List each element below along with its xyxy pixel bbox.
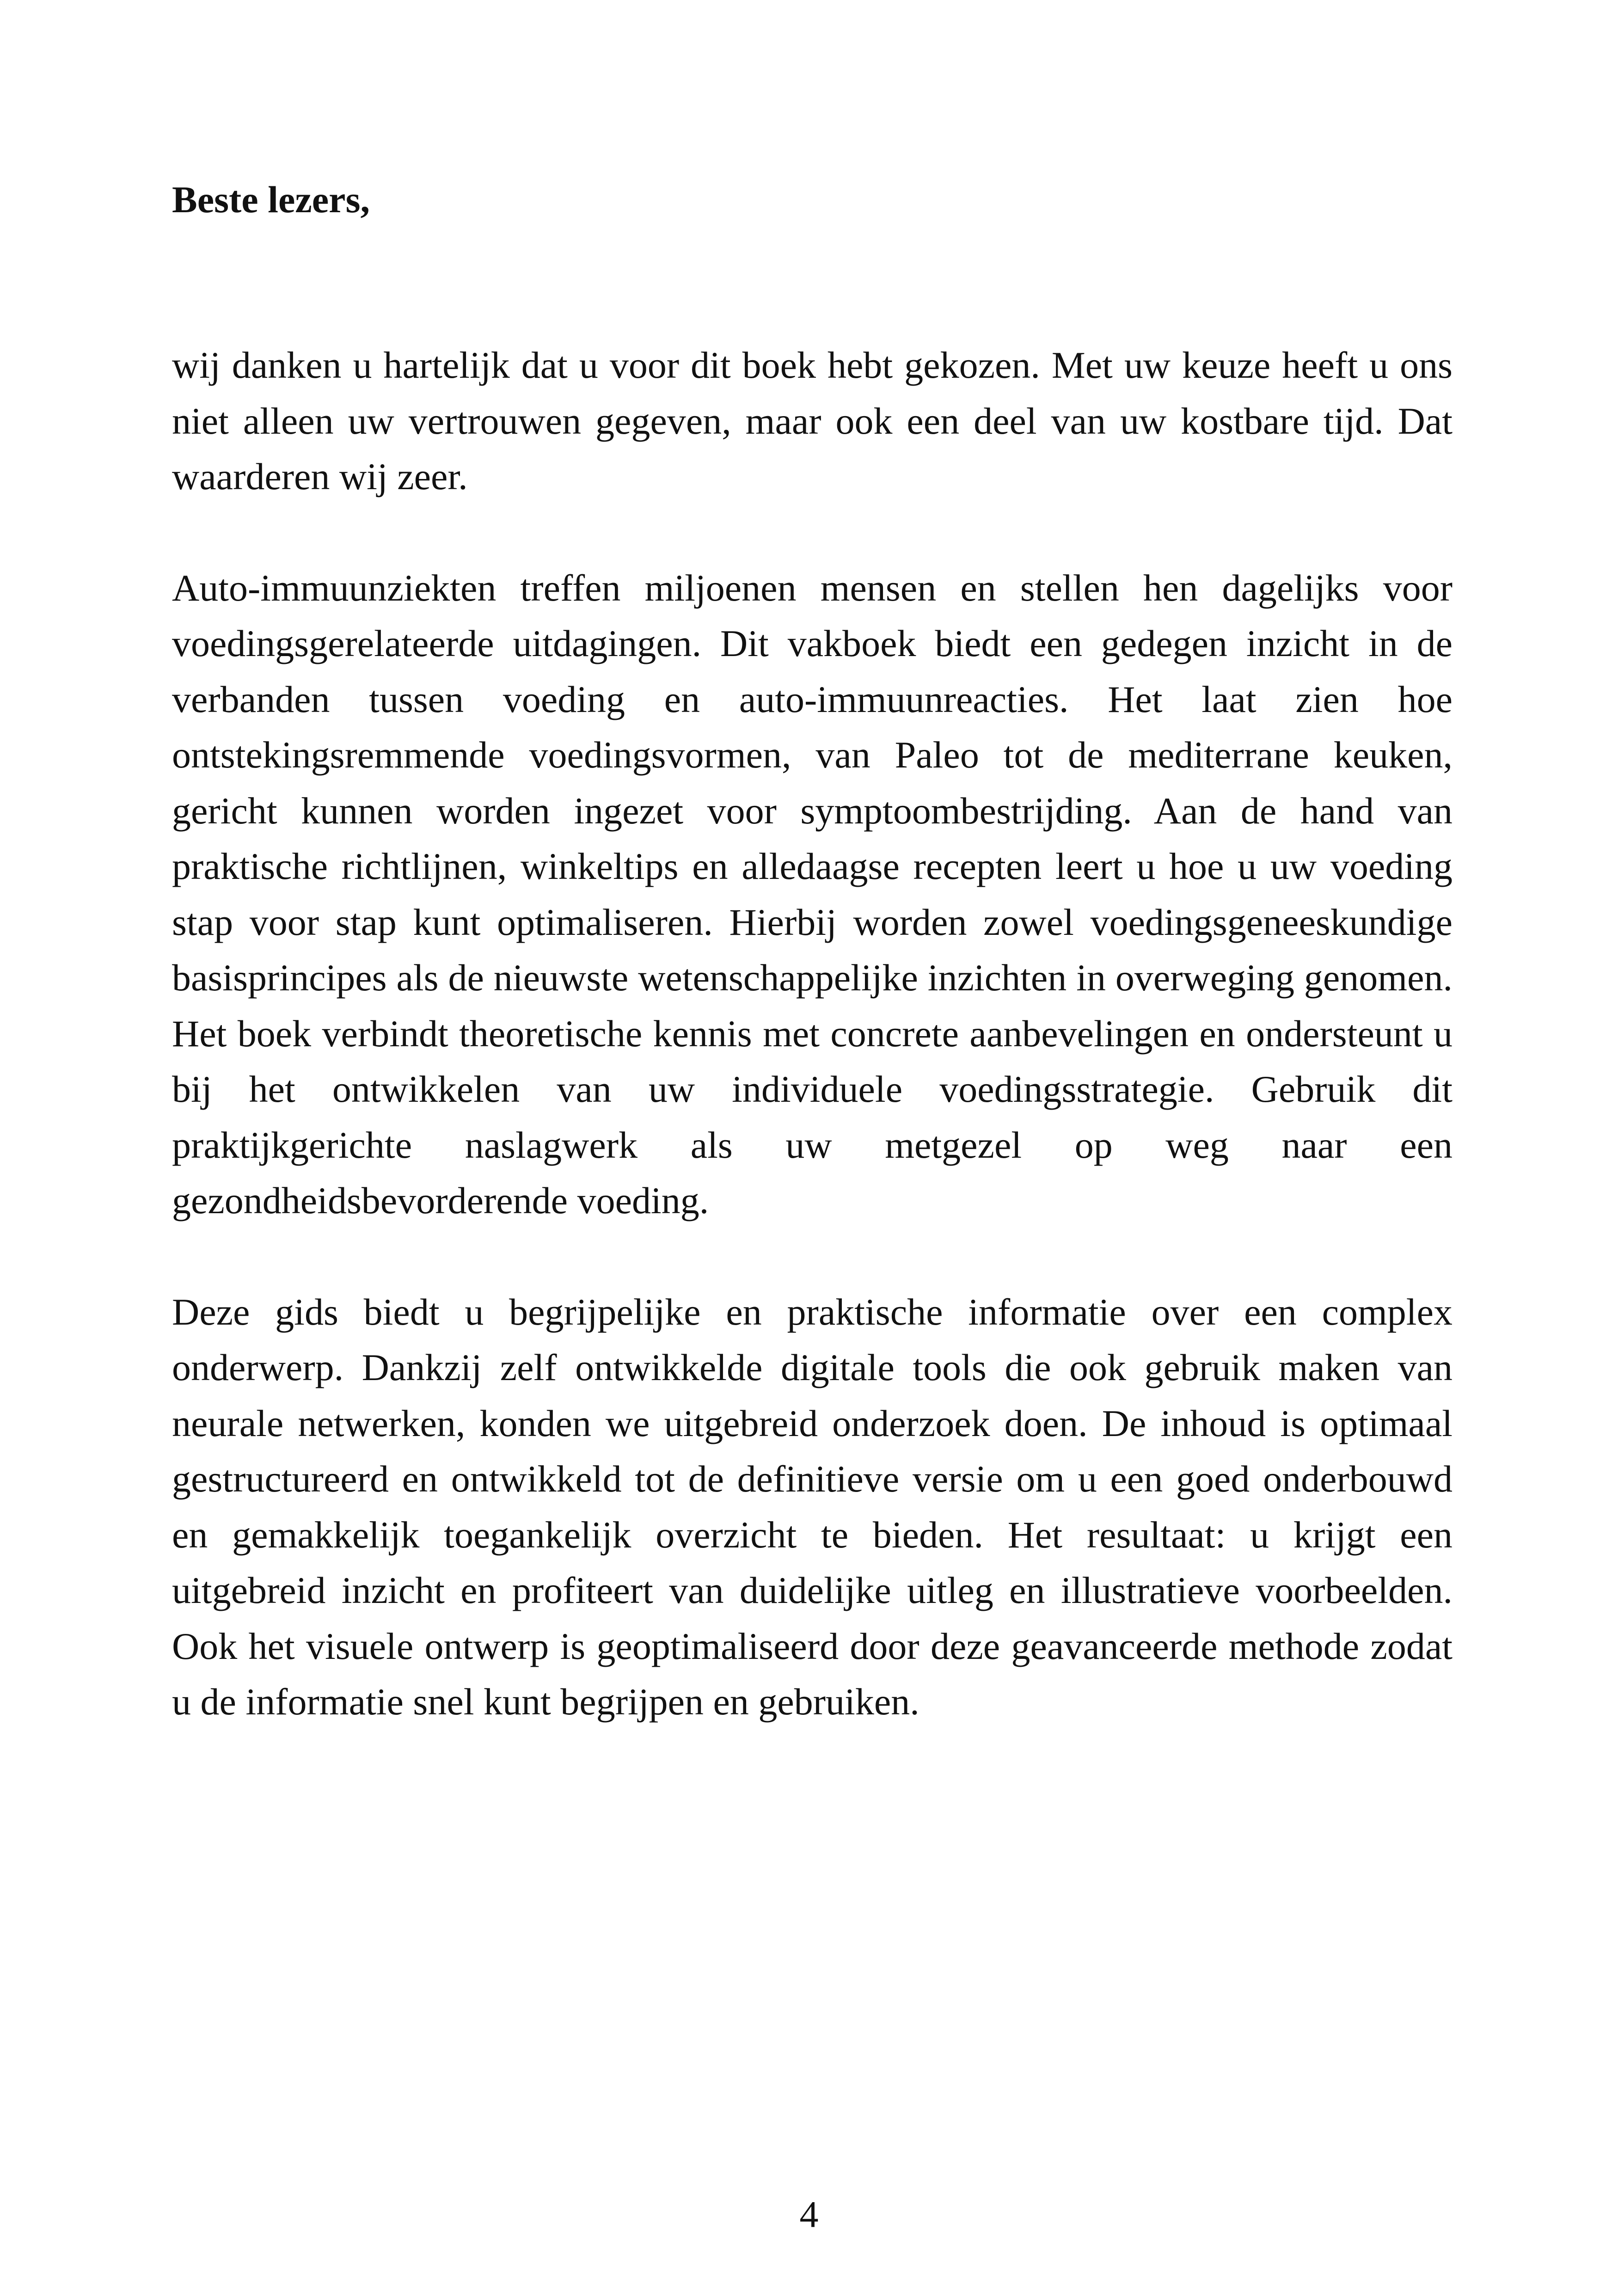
salutation-heading: Beste lezers, — [172, 178, 370, 221]
paragraph-book-description: Auto-immuunziekten treffen miljoenen mensen en stellen hen dagelijks voor voedingsgerelateerde uitdagingen. Dit vakboek biedt een gedegen inzicht in de verbanden tussen voeding en auto-immuunreacties. Het laat zien hoe ontstekingsremmende voedingsvormen, van Paleo tot de mediterrane keuken, gericht kunnen worden ingezet voor symptoombestrijding. Aan de hand van praktische richtlijnen, winkeltips en alledaagse recepten leert u hoe u uw voeding stap voor stap kunt optimaliseren. Hierbij worden zowel voedingsgeneeskundige basisprincipes als de nieuwste wetenschappelijke inzichten in overweging genomen. Het boek verbindt theoretische kennis met concrete aanbevelingen en ondersteunt u bij het ontwikkelen van uw individuele voedingsstrategie. Gebruik dit praktijkgerichte naslagwerk als uw metgezel op weg naar een gezondheidsbevorderende voeding. — [172, 566, 1453, 1222]
body-text — [172, 338, 1453, 1786]
paragraph-guide-info: Deze gids biedt u begrijpelijke en praktische informatie over een complex onderwerp. Dankzij zelf ontwikkelde digitale tools die ook gebruik maken van neurale netwerken, konden we uitgebreid onderzoek doen. De inhoud is optimaal gestructureerd en ontwikkeld tot de definitieve versie om u een goed onderbouwd en gemakkelijk toegankelijk overzicht te bieden. Het resultaat: u krijgt een uitgebreid inzicht en profiteert van duidelijke uitleg en illustratieve voorbeelden. Ook het visuele ontwerp is geoptimaliseerd door deze geavanceerde methode zodat u de informatie snel kunt begrijpen en gebruiken. — [172, 1290, 1453, 1723]
page-number: 4 — [799, 2193, 819, 2235]
paragraph-thanks: wij danken u hartelijk dat u voor dit boek hebt gekozen. Met uw keuze heeft u ons niet alleen uw vertrouwen gegeven, maar ook een deel van uw kostbare tijd. Dat waarderen wij zeer. — [172, 344, 1453, 497]
